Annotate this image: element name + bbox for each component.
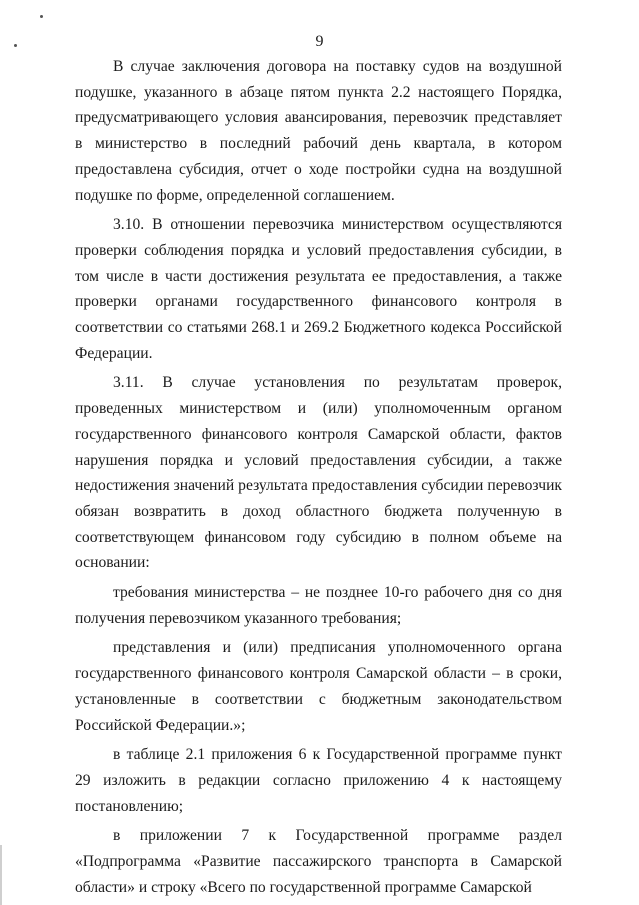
paragraph-table-2-1: в таблице 2.1 приложения 6 к Государственной программе пункт 29 изложить в редакции согласно приложению 4 к настоящему постановлению; [75,746,562,815]
paragraph-3-10: 3.10. В отношении перевозчика министерством осуществляются проверки соблюдения порядка и условий предоставления субсидии, в том числе в части достижения результата ее предоставления, а также проверки органами государственного финансового контроля в соответствии со статьями 268.1 и 269.2 Бюджетного кодекса Российской Федерации. [75,216,562,362]
paragraph-3-11: 3.11. В случае установления по результатам проверок, проведенных министерством и (или) уполномоченным органом государственного финансового контроля Самарской области, фактов нарушения порядка и условий предоставления субсидии, а также недостижения значений результата предоставления субсидии перевозчик обязан возвратить в доход областного бюджета полученную в соответствующем финансовом году субсидию в полном объеме на основании: [75,374,562,572]
paragraph-appendix-7: в приложении 7 к Государственной программе раздел «Подпрограмма «Развитие пассажирского транспорта в Самарской области» и строку «Всего по государственной программе Самарской [75,827,562,896]
paragraph-ministry-requirement: требования министерства – не позднее 10-го рабочего дня со дня получения перевозчиком указанного требования; [75,584,562,627]
scan-edge [0,845,2,905]
page-number: 9 [315,33,324,50]
paragraph-control-order: представления и (или) предписания уполномоченного органа государственного финансового контроля Самарской области – в сроки, установленные в соответствии с бюджетным законодательством Российской Федерации.»; [75,639,562,734]
scan-mark-dot [40,15,43,18]
paragraph-advance-report: В случае заключения договора на поставку судов на воздушной подушке, указанного в абзаце пятом пункта 2.2 настоящего Порядка, предусматривающего условия авансирования, перевозчик представляет в министерство в последний рабочий день квартала, в котором предоставлена субсидия, отчет о ходе постройки судна на воздушной подушке по форме, определенной соглашением. [75,58,562,204]
document-body [75,54,562,901]
